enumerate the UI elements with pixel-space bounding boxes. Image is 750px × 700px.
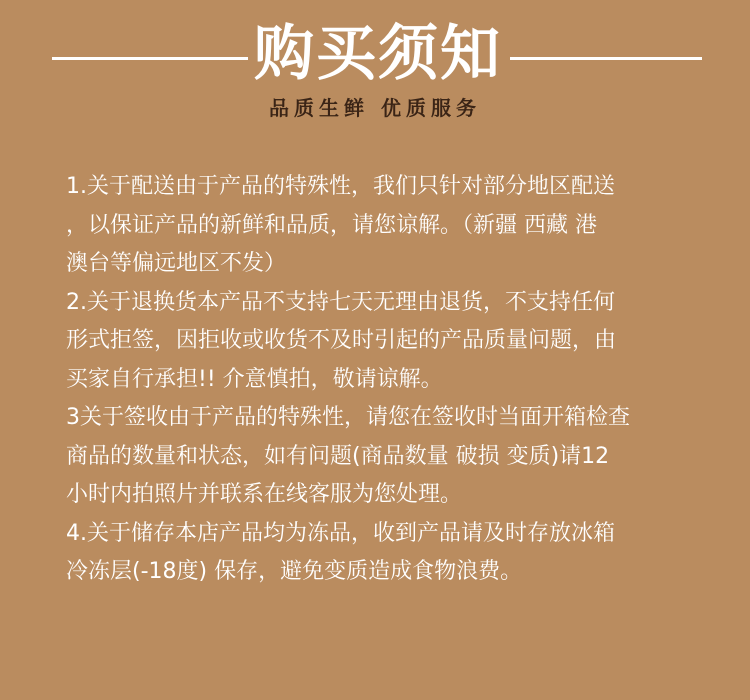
notice-line: 形式拒签，因拒收或收货不及时引起的产品质量问题，由 — [66, 328, 617, 353]
header — [0, 0, 750, 140]
notice-line: 买家自行承担!! 介意慎拍，敬请谅解。 — [66, 366, 443, 392]
page-title: 购买须知 — [254, 19, 502, 89]
notice-line: 小时内拍照片并联系在线客服为您处理。 — [66, 482, 463, 507]
notice-line: 1.关于配送由于产品的特殊性，我们只针对部分地区配送 — [66, 174, 615, 199]
notice-line: 商品的数量和状态，如有问题(商品数量 破损 变质)请12 — [66, 443, 610, 469]
title-rule-left — [52, 57, 248, 60]
notice-line: 2.关于退换货本产品不支持七天无理由退货，不支持任何 — [66, 289, 615, 315]
notice-line: 3关于签收由于产品的特殊性，请您在签收时当面开箱检查 — [66, 405, 630, 430]
notice-line: ，以保证产品的新鲜和品质，请您谅解。（新疆 西藏 港 — [66, 212, 597, 238]
page-subtitle: 品质生鲜 优质服务 — [269, 96, 481, 120]
title-rule-right — [510, 57, 702, 60]
notice-line: 澳台等偏远地区不发） — [66, 251, 287, 276]
notice-text — [66, 168, 716, 592]
notice-line: 4.关于储存本店产品均为冻品，收到产品请及时存放冰箱 — [66, 520, 615, 546]
notice-line: 冷冻层(-18度) 保存，避免变质造成食物浪费。 — [66, 559, 523, 584]
